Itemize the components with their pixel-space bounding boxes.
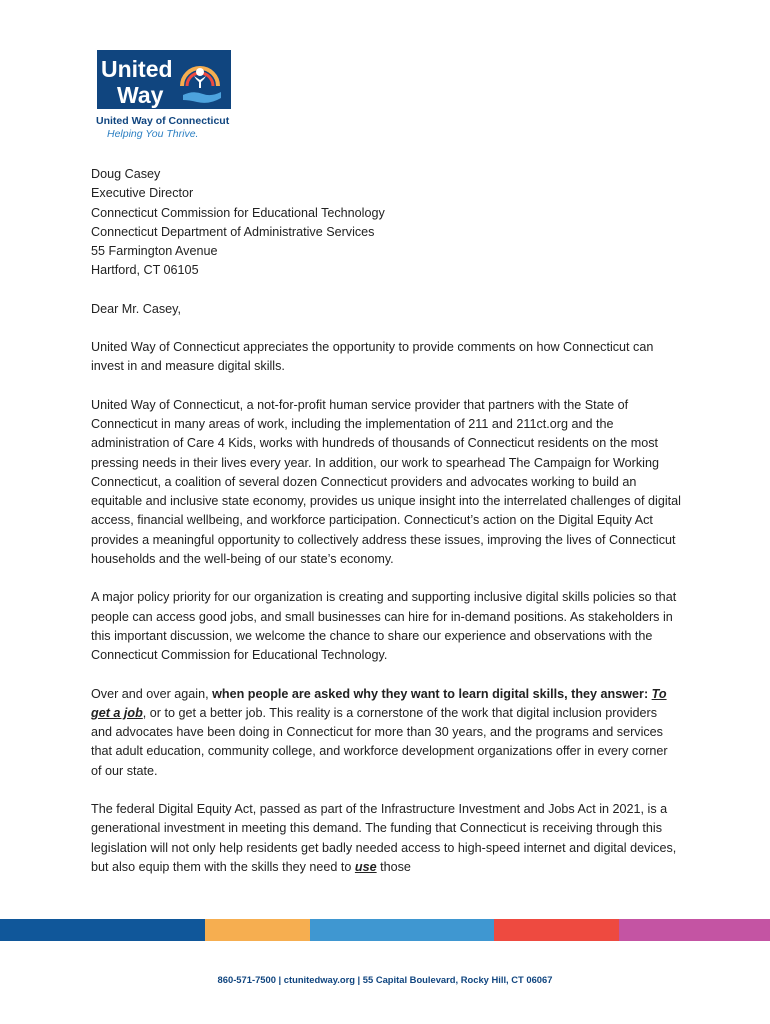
recipient-title: Executive Director	[91, 186, 194, 201]
paragraph-intro: United Way of Connecticut appreciates the opportunity to provide comments on how Connecticut can invest in and measure digital skills.	[91, 340, 654, 374]
letter-body	[91, 165, 681, 896]
recipient-city: Hartford, CT 06105	[91, 263, 199, 278]
tagline: Helping You Thrive.	[107, 128, 199, 140]
paragraph-priority: A major policy priority for our organization is creating and supporting inclusive digital skills policies so that people can access good jobs, and small businesses can hire for in-demand positions. As stakeholders in this important discussion, we welcome the chance to share our experience and observations with the Connecticut Commission for Educational Technology.	[91, 590, 677, 663]
jobs-emphasis-text: To get a job	[91, 686, 667, 720]
jobs-bold-text: when people are asked why they want to learn digital skills, they answer:	[212, 686, 649, 701]
jobs-lead-text: Over and over again,	[91, 686, 213, 701]
color-strip-blue	[0, 919, 205, 941]
united-way-logo	[97, 50, 231, 109]
recipient-department: Connecticut Department of Administrative Services	[91, 224, 375, 239]
jobs-rest-text: , or to get a better job. This reality is a cornerstone of the work that digital inclusion providers and advocates have been doing in Connecticut for more than 30 years, and the programs and services that adult education, community college, and workforce development organizations offer in every corner of our state.	[91, 705, 668, 778]
recipient-street: 55 Farmington Avenue	[91, 244, 218, 259]
recipient-name: Doug Casey	[91, 167, 161, 181]
paragraph-about: United Way of Connecticut, a not-for-profit human service provider that partners with the State of Connecticut in many areas of work, including the implementation of 211 and 211ct.org and the administration of Care 4 Kids, works with hundreds of thousands of Connecticut residents on the most pressing needs in their lives every year. In addition, our work to spearhead The Campaign for Working Connecticut, a coalition of several dozen Connecticut providers and advocates working to build an equitable and inclusive state economy, provides us unique insight into the interrelated challenges of digital access, financial wellbeing, and workforce participation. Connecticut’s action on the Digital Equity Act provides a meaningful opportunity to collectively address these issues, improving the lives of Connecticut households and the well-being of our state’s economy.	[91, 397, 681, 567]
color-strip-magenta	[619, 919, 770, 941]
color-strip-lightblue	[310, 919, 494, 941]
federal-act-emphasis: use	[354, 859, 377, 874]
recipient-organization: Connecticut Commission for Educational Technology	[91, 205, 385, 220]
paragraph-jobs	[91, 685, 681, 781]
org-name: United Way of Connecticut	[96, 115, 230, 127]
federal-act-text: The federal Digital Equity Act, passed as part of the Infrastructure Investment and Jobs Act in 2021, is a generational investment in meeting this demand. The funding that Connecticut is receiving through this legislation will not only help residents get badly needed access to high-speed internet and digital devices, but also equip them with the skills they need to	[91, 802, 677, 874]
salutation: Dear Mr. Casey,	[91, 301, 182, 316]
footer-contact: 860-571-7500 | ctunitedway.org | 55 Capital Boulevard, Rocky Hill, CT 06067	[217, 974, 553, 985]
logo-wordmark-united: United	[101, 56, 173, 82]
color-strip-red	[494, 919, 619, 941]
logo-wordmark-way: Way	[117, 82, 164, 108]
paragraph-federal-act	[91, 800, 681, 877]
federal-act-tail: those	[376, 859, 411, 874]
logo-caption	[96, 115, 276, 141]
recipient-address	[91, 165, 681, 281]
color-strip-orange	[205, 919, 310, 941]
